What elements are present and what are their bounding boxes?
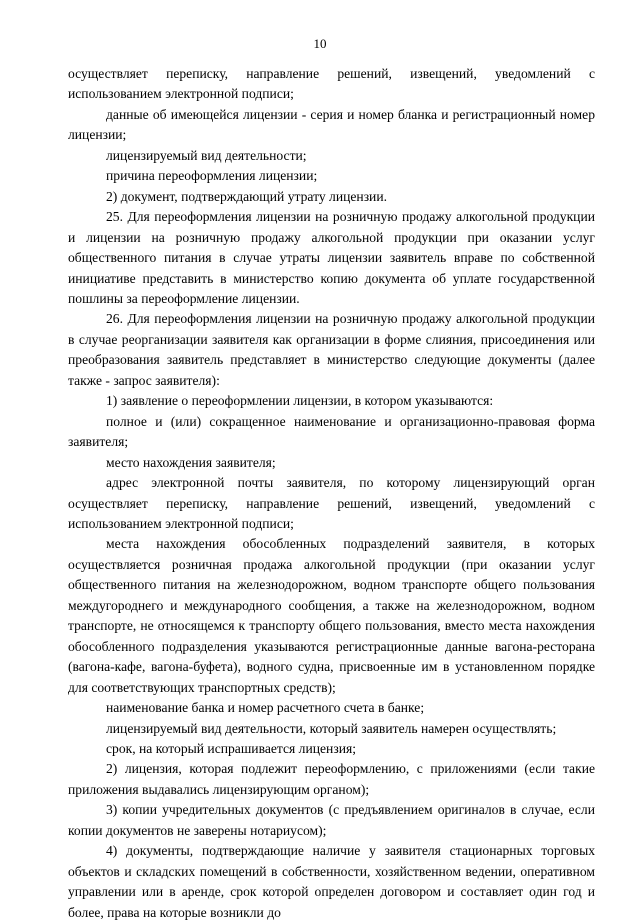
- paragraph-3: лицензируемый вид деятельности;: [106, 147, 307, 163]
- paragraph-13: наименование банка и номер расчетного счета в банке;: [106, 700, 425, 716]
- paragraph-18: 4) документы, подтверждающие наличие у заявителя стационарных торговых объектов и складских помещений в собственности, хозяйственном ведении, оперативном управлении или в аренде, срок которой определен договором и составляет один год и более, права на которые возникли до: [68, 843, 595, 920]
- paragraph-1: осуществляет переписку, направление решений, извещений, уведомлений с использованием электронной подписи;: [68, 66, 595, 102]
- paragraph-9: полное и (или) сокращенное наименование и организационно-правовая форма заявителя;: [68, 413, 595, 450]
- paragraph-8: 1) заявление о переоформлении лицензии, в котором указываются:: [106, 393, 494, 409]
- paragraph-16: 2) лицензия, которая подлежит переоформлению, с приложениями (если такие приложения выдавались лицензирующим органом);: [68, 761, 595, 797]
- document-body: [68, 64, 595, 923]
- paragraph-4: причина переоформления лицензии;: [106, 168, 318, 184]
- paragraph-12: места нахождения обособленных подразделений заявителя, в которых осуществляется розничная продажа алкогольной продукции (при оказании услуг общественного питания на железнодорожном, водном транспорте общего пользования междугороднего и международного сообщения, а также на железнодорожном, водном транспорте, не относящемся к транспорту общего пользования, вместо места нахождения обособленного подразделения указываются регистрационные данные вагона-ресторана (вагона-кафе, вагона-буфета), водного судна, присвоенные им в установленном порядке для соответствующих транспортных средств);: [68, 536, 595, 695]
- paragraph-14: лицензируемый вид деятельности, который заявитель намерен осуществлять;: [106, 720, 557, 736]
- paragraph-7: 26. Для переоформления лицензии на розничную продажу алкогольной продукции в случае реорганизации заявителя как организации в форме слияния, присоединения или преобразования заявитель представляет в министерство следующие документы (далее также - запрос заявителя):: [68, 311, 595, 388]
- paragraph-5: 2) документ, подтверждающий утрату лицензии.: [106, 188, 388, 204]
- paragraph-17: 3) копии учредительных документов (с предъявлением оригиналов в случае, если копии документов не заверены нотариусом);: [68, 802, 595, 838]
- page-number: 10: [313, 36, 327, 51]
- paragraph-2: данные об имеющейся лицензии - серия и номер бланка и регистрационный номер лицензии;: [68, 106, 595, 143]
- paragraph-11: адрес электронной почты заявителя, по которому лицензирующий орган осуществляет переписку, направление решений, извещений, уведомлений с использованием электронной подписи;: [68, 475, 595, 531]
- paragraph-10: место нахождения заявителя;: [106, 454, 276, 470]
- paragraph-6: 25. Для переоформления лицензии на розничную продажу алкогольной продукции и лицензии на розничную продажу алкогольной продукции при оказании услуг общественного питания в случае утраты лицензии заявитель вправе по собственной инициативе представить в министерство копию документа об уплате государственной пошлины за переоформление лицензии.: [68, 209, 595, 306]
- paragraph-15: срок, на который испрашивается лицензия;: [106, 740, 356, 756]
